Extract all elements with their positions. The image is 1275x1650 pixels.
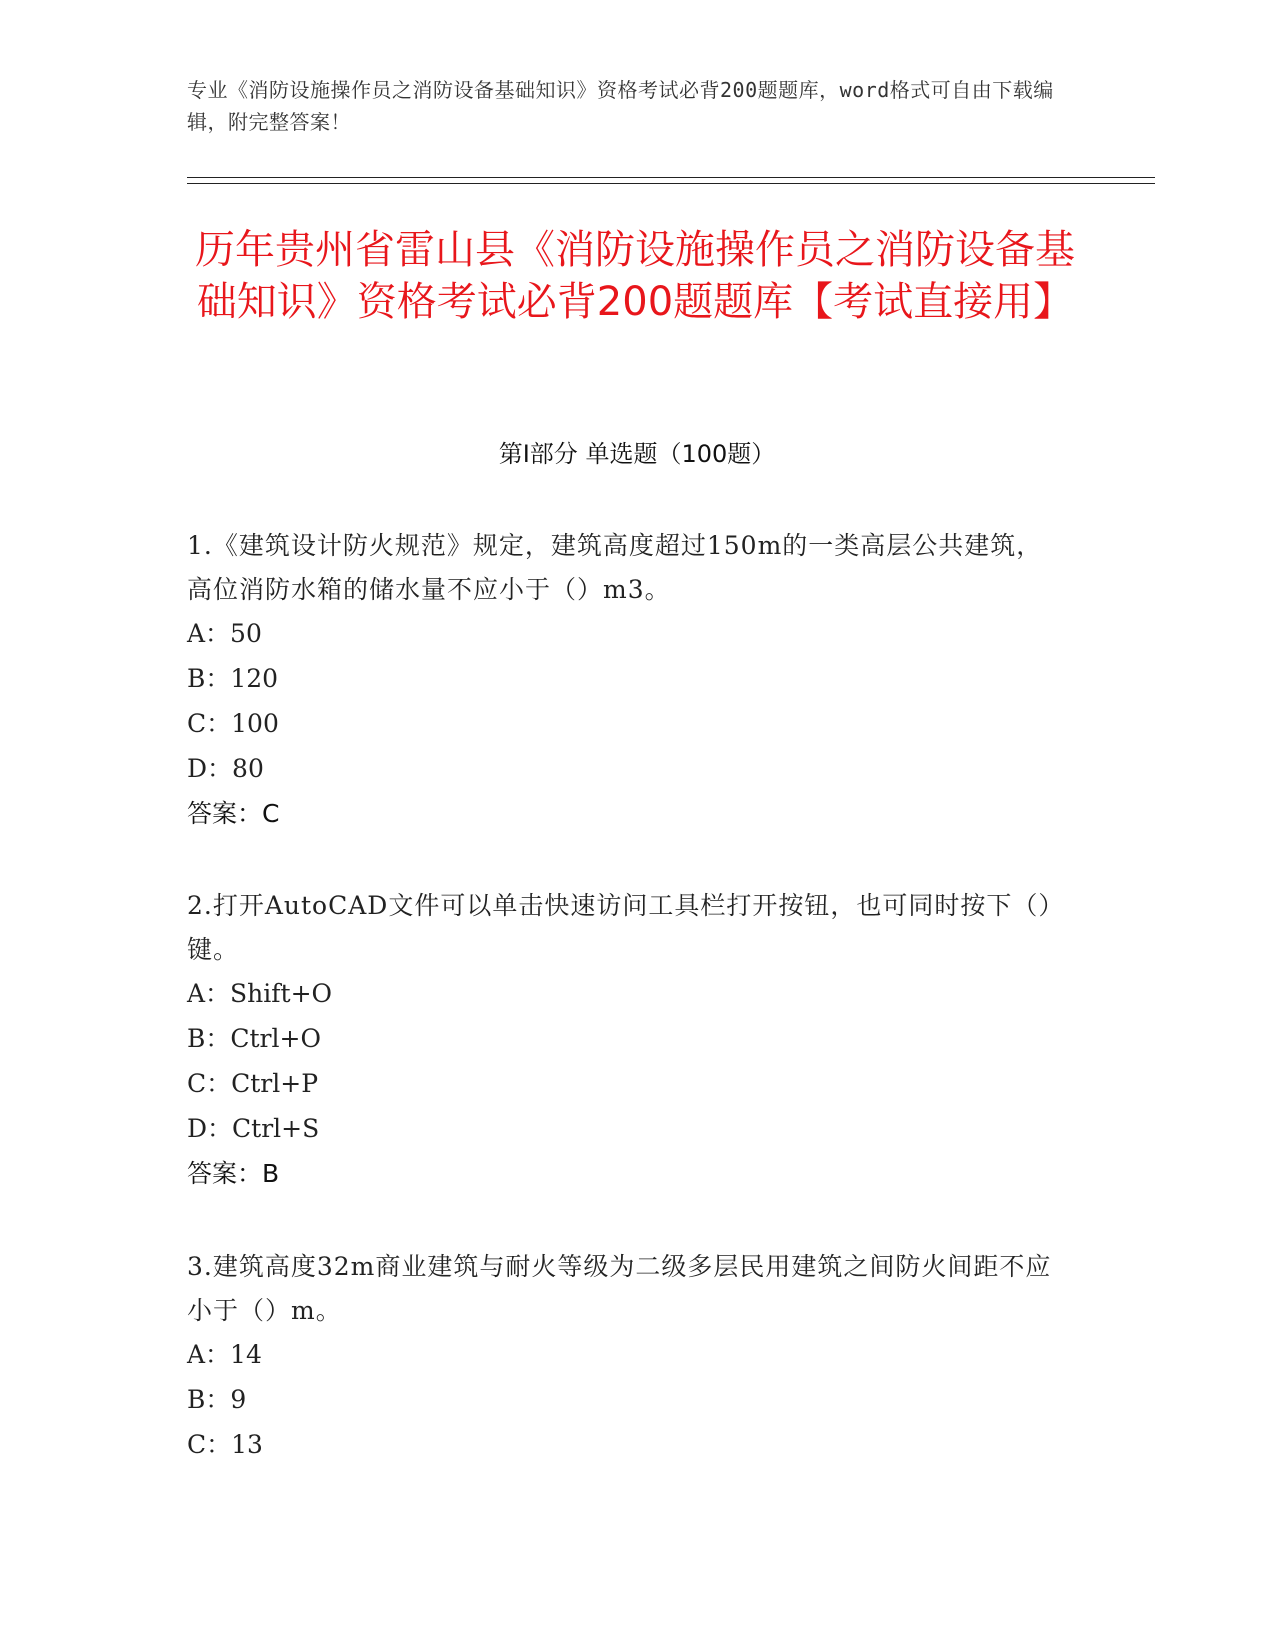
option-b: B：Ctrl+O [187, 1024, 321, 1053]
option-b: B：9 [187, 1385, 247, 1414]
question-1 [187, 524, 1067, 836]
option-d: D：80 [187, 754, 264, 783]
answer: 答案：C [187, 799, 280, 828]
option-a: A：Shift+O [187, 979, 333, 1008]
intro-text: 专业《消防设施操作员之消防设备基础知识》资格考试必背200题题库，word格式可自由下载编辑，附完整答案！ [187, 78, 1054, 134]
option-a: A：50 [187, 619, 262, 648]
header-divider-top [187, 177, 1155, 178]
question-stem: 2.打开AutoCAD文件可以单击快速访问工具栏打开按钮，也可同时按下（）键。 [187, 891, 1065, 964]
option-a: A：14 [187, 1340, 262, 1369]
option-c: C：13 [187, 1430, 263, 1459]
option-b: B：120 [187, 664, 279, 693]
header-divider-bottom [187, 183, 1155, 184]
section-heading: 第Ⅰ部分 单选题（100题） [498, 440, 776, 468]
document-title: 历年贵州省雷山县《消防设施操作员之消防设备基础知识》资格考试必背200题题库【考试直接用】 [195, 227, 1075, 325]
answer: 答案：B [187, 1159, 280, 1188]
question-3 [187, 1245, 1067, 1468]
option-c: C：Ctrl+P [187, 1069, 319, 1098]
question-2 [187, 884, 1067, 1196]
question-stem: 1.《建筑设计防火规范》规定，建筑高度超过150m的一类高层公共建筑，高位消防水箱的储水量不应小于（）m3。 [187, 531, 1043, 604]
question-stem: 3.建筑高度32m商业建筑与耐火等级为二级多层民用建筑之间防火间距不应小于（）m。 [187, 1252, 1052, 1325]
option-c: C：100 [187, 709, 279, 738]
option-d: D：Ctrl+S [187, 1114, 320, 1143]
